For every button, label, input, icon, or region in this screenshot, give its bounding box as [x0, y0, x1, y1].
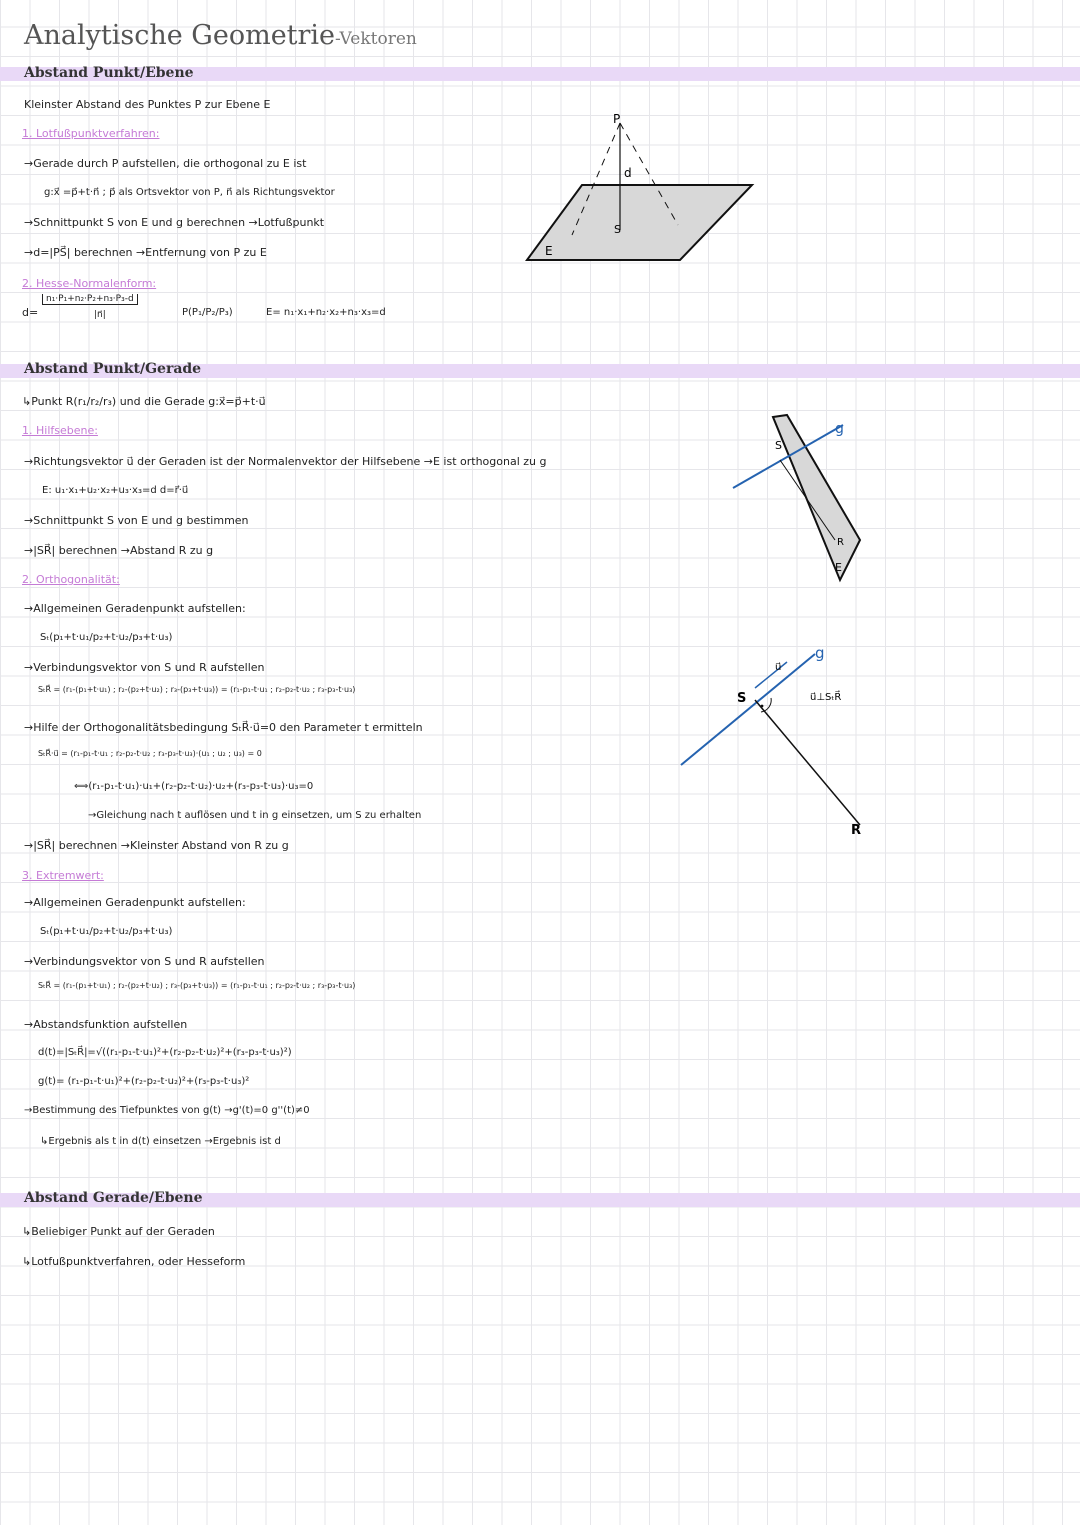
direction-vector-arrow: [755, 662, 787, 688]
step-text: →|SR⃗| berechnen →Abstand R zu g: [24, 544, 214, 557]
step-text: ↳Lotfußpunktverfahren, oder Hesseform: [22, 1255, 246, 1268]
plane-equation: E= n₁·x₁+n₂·x₂+n₃·x₃=d: [266, 307, 386, 318]
step-text: →Verbindungsvektor von S und R aufstellen: [24, 661, 265, 674]
page-title: Analytische Geometrie-Vektoren: [24, 20, 417, 51]
formula-text: SₜR⃗·u⃗ = (r₁-p₁-t·u₁ ; r₂-p₂-t·u₂ ; r₃-p₃-t·u₃)·(u₁ ; u₂ ; u₃) = 0: [38, 749, 262, 758]
point-p-label: P: [613, 112, 621, 126]
formula-text: Sₜ(p₁+t·u₁/p₂+t·u₂/p₃+t·u₃): [40, 926, 173, 937]
formula-text: SₜR⃗ = (r₁-(p₁+t·u₁) ; r₂-(p₂+t·u₂) ; r₃-(p₃+t·u₃)) = (r₁-p₁-t·u₁ ; r₂-p₂-t·u₂ ; r₃-p₃-t·u₃): [38, 981, 356, 990]
orthogonality-note: u⃗⊥SₜR⃗: [810, 692, 842, 703]
section-heading: Abstand Punkt/Gerade: [24, 361, 202, 377]
hesse-d-label: d=: [22, 306, 39, 319]
step-text: →Allgemeinen Geradenpunkt aufstellen:: [24, 602, 246, 615]
hesse-denominator: |n⃗|: [94, 310, 106, 320]
section-heading: Abstand Gerade/Ebene: [24, 1190, 203, 1206]
section-heading: Abstand Punkt/Ebene: [24, 65, 194, 81]
method-heading: 1. Hilfsebene:: [22, 424, 98, 437]
foot-s-label: S: [614, 223, 621, 236]
step-text: →Gerade durch P aufstellen, die orthogonal zu E ist: [24, 157, 307, 170]
plane-e-label: E: [545, 244, 553, 258]
orthogonality-figure: [675, 640, 900, 840]
plane-distance-figure: [520, 105, 770, 270]
formula-text: Sₜ(p₁+t·u₁/p₂+t·u₂/p₃+t·u₃): [40, 632, 173, 643]
formula-text: ⟺(r₁-p₁-t·u₁)·u₁+(r₂-p₂-t·u₂)·u₂+(r₃-p₃-t·u₃)·u₃=0: [74, 781, 314, 792]
plane-e-shape: [527, 185, 752, 260]
method-heading: 3. Extremwert:: [22, 869, 104, 882]
formula-text: E: u₁·x₁+u₂·x₂+u₃·x₃=d d=r⃗·u⃗: [42, 485, 189, 496]
step-text: →Gleichung nach t auflösen und t in g einsetzen, um S zu erhalten: [88, 810, 422, 821]
distance-d-label: d: [624, 166, 632, 180]
step-text: →Schnittpunkt S von E und g berechnen →Lotfußpunkt: [24, 216, 325, 229]
perpendicular-line: [755, 700, 860, 825]
step-text: ↳Beliebiger Punkt auf der Geraden: [22, 1225, 215, 1238]
step-text: →Verbindungsvektor von S und R aufstellen: [24, 955, 265, 968]
intro-text: Kleinster Abstand des Punktes P zur Ebene E: [24, 98, 271, 111]
formula-text: SₜR⃗ = (r₁-(p₁+t·u₁) ; r₂-(p₂+t·u₂) ; r₃-(p₃+t·u₃)) = (r₁-p₁-t·u₁ ; r₂-p₂-t·u₂ ; r₃-p₃-t·u₃): [38, 685, 356, 694]
plane-e-label: E: [835, 561, 842, 574]
step-text: →Hilfe der Orthogonalitätsbedingung SₜR⃗·u⃗=0 den Parameter t ermitteln: [24, 721, 423, 734]
formula-text: g:x⃗ =p⃗+t·n⃗ ; p⃗ als Ortsvektor von P, n⃗ als Richtungsvektor: [44, 187, 335, 198]
step-text: →Allgemeinen Geradenpunkt aufstellen:: [24, 896, 246, 909]
auxiliary-plane-figure: [725, 405, 875, 590]
step-text: →|SR⃗| berechnen →Kleinster Abstand von R zu g: [24, 839, 289, 852]
step-text: →Richtungsvektor u⃗ der Geraden ist der Normalenvektor der Hilfsebene →E ist orthogonal zu g: [24, 455, 547, 468]
intro-text: ↳Punkt R(r₁/r₂/r₃) und die Gerade g:x⃗=p⃗+t·u⃗: [22, 395, 266, 408]
hesse-numerator: n₁·P₁+n₂·P₂+n₃·P₃-d: [42, 294, 138, 305]
point-text: P(P₁/P₂/P₃): [182, 307, 233, 318]
method-heading: 2. Orthogonalität:: [22, 573, 120, 586]
point-r-label: R: [837, 537, 844, 548]
direction-vector-label: u⃗: [775, 662, 782, 673]
point-s-label: S: [775, 439, 782, 452]
page-subtitle: -Vektoren: [335, 29, 417, 49]
right-angle-dot: [761, 705, 764, 708]
formula-text: d(t)=|SₜR⃗|=√((r₁-p₁-t·u₁)²+(r₂-p₂-t·u₂)²+(r₃-p₃-t·u₃)²): [38, 1047, 292, 1058]
step-text: →Abstandsfunktion aufstellen: [24, 1018, 188, 1031]
line-g-label: g: [835, 421, 844, 437]
method-heading: 2. Hesse-Normalenform:: [22, 277, 157, 290]
method-heading: 1. Lotfußpunktverfahren:: [22, 127, 160, 140]
step-text: →Bestimmung des Tiefpunktes von g(t) →g'(t)=0 g''(t)≠0: [24, 1105, 310, 1116]
step-text: →d=|PS⃗| berechnen →Entfernung von P zu E: [24, 246, 267, 259]
point-s-label: S: [737, 691, 747, 706]
point-r-label: R: [851, 823, 862, 838]
line-g-label: g: [815, 644, 825, 662]
step-text: →Schnittpunkt S von E und g bestimmen: [24, 514, 249, 527]
formula-text: g(t)= (r₁-p₁-t·u₁)²+(r₂-p₂-t·u₂)²+(r₃-p₃-t·u₃)²: [38, 1076, 250, 1087]
step-text: ↳Ergebnis als t in d(t) einsetzen →Ergebnis ist d: [40, 1136, 281, 1147]
